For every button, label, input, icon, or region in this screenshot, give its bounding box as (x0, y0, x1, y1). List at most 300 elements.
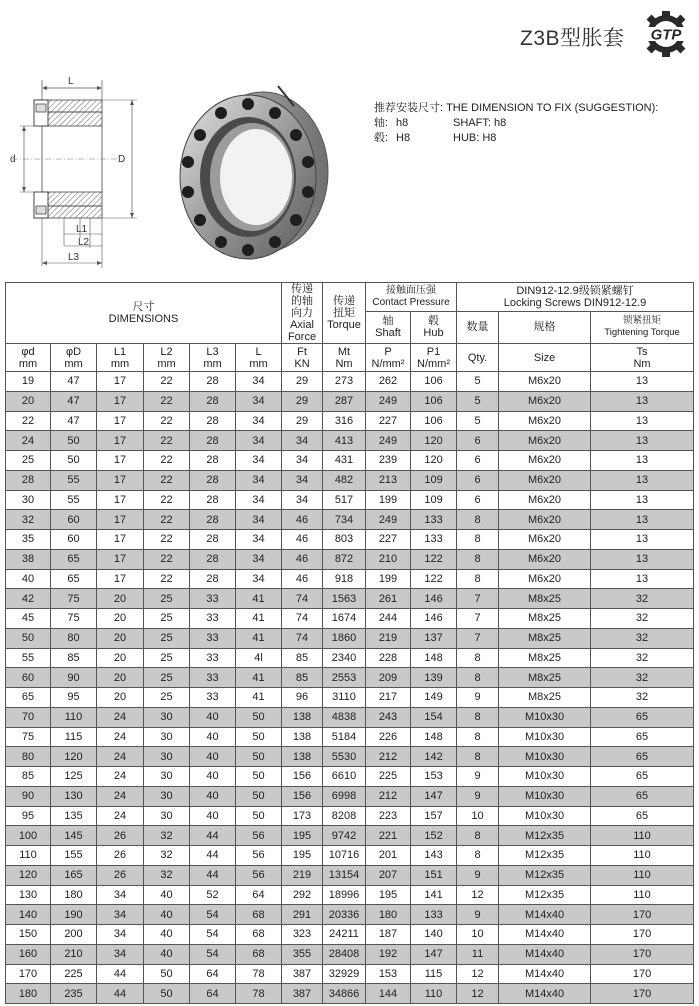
table-cell: 50 (236, 767, 282, 787)
table-cell: 28 (190, 569, 236, 589)
table-cell: 25 (144, 609, 190, 629)
table-cell: 22 (144, 391, 190, 411)
table-cell: 17 (97, 431, 144, 451)
table-cell: 52 (190, 885, 236, 905)
table-cell: 170 (591, 925, 694, 945)
table-cell: 413 (323, 431, 366, 451)
table-cell: 10716 (323, 846, 366, 866)
table-cell: 120 (6, 865, 51, 885)
table-cell: 13 (591, 510, 694, 530)
table-cell: M8x25 (499, 609, 591, 629)
table-cell: 210 (51, 944, 97, 964)
table-cell: 28 (190, 470, 236, 490)
table-cell: 137 (411, 628, 457, 648)
table-cell: 8 (457, 846, 499, 866)
table-cell: 24 (97, 707, 144, 727)
table-cell: 60 (6, 668, 51, 688)
table-cell: 8 (457, 707, 499, 727)
table-cell: M10x30 (499, 707, 591, 727)
table-cell: 138 (282, 707, 323, 727)
table-cell: 44 (190, 846, 236, 866)
table-cell: 34 (236, 431, 282, 451)
table-row (6, 984, 694, 1004)
table-cell: 8 (457, 549, 499, 569)
table-cell: M6x20 (499, 510, 591, 530)
table-cell: 13 (591, 490, 694, 510)
table-cell: 872 (323, 549, 366, 569)
table-cell: 32 (144, 865, 190, 885)
svg-text:L: L (68, 76, 74, 87)
table-cell: 46 (282, 569, 323, 589)
table-cell: 34 (236, 530, 282, 550)
table-cell: 5 (457, 372, 499, 392)
table-cell: 110 (591, 826, 694, 846)
table-cell: 32 (591, 668, 694, 688)
table-cell: 261 (366, 589, 411, 609)
table-cell: 46 (282, 549, 323, 569)
table-cell: 199 (366, 569, 411, 589)
table-cell: 219 (282, 865, 323, 885)
table-cell: 22 (144, 510, 190, 530)
hub-label-cn: 毂: (374, 132, 389, 144)
table-cell: 32 (6, 510, 51, 530)
table-cell: 34 (282, 451, 323, 471)
table-cell: 40 (6, 569, 51, 589)
table-cell: 133 (411, 905, 457, 925)
table-cell: 34 (236, 451, 282, 471)
table-cell: 13 (591, 549, 694, 569)
table-cell: 141 (411, 885, 457, 905)
table-cell: 195 (282, 826, 323, 846)
table-cell: 7 (457, 609, 499, 629)
table-row (6, 569, 694, 589)
table-cell: 9 (457, 786, 499, 806)
table-cell: 47 (51, 391, 97, 411)
table-cell: 110 (411, 984, 457, 1004)
svg-text:d: d (10, 154, 16, 165)
table-cell: 65 (591, 806, 694, 826)
table-cell: 217 (366, 688, 411, 708)
table-cell: 24 (97, 747, 144, 767)
table-cell: 115 (51, 727, 97, 747)
table-cell: 138 (282, 747, 323, 767)
table-cell: 160 (6, 944, 51, 964)
table-cell: 147 (411, 944, 457, 964)
table-cell: 12 (457, 984, 499, 1004)
table-cell: 201 (366, 846, 411, 866)
table-cell: 25 (144, 668, 190, 688)
table-cell: 152 (411, 826, 457, 846)
shaft-tolerance-en: SHAFT: h8 (453, 117, 507, 129)
table-cell: 146 (411, 589, 457, 609)
table-cell: 41 (236, 609, 282, 629)
header-hub: 毂 Hub (411, 311, 457, 343)
table-cell: 195 (366, 885, 411, 905)
table-cell: 170 (591, 984, 694, 1004)
table-cell: 34 (236, 490, 282, 510)
page-title: Z3B型胀套 (520, 27, 625, 50)
table-cell: 17 (97, 569, 144, 589)
table-cell: 20336 (323, 905, 366, 925)
table-cell: 133 (411, 530, 457, 550)
table-cell: 249 (366, 510, 411, 530)
table-cell: 170 (591, 905, 694, 925)
table-cell: 2553 (323, 668, 366, 688)
table-cell: 30 (144, 727, 190, 747)
table-cell: 9 (457, 905, 499, 925)
table-cell: 147 (411, 786, 457, 806)
table-cell: M14x40 (499, 905, 591, 925)
table-row (6, 747, 694, 767)
table-cell: 85 (6, 767, 51, 787)
table-cell: 17 (97, 510, 144, 530)
table-cell: 106 (411, 391, 457, 411)
table-cell: 387 (282, 984, 323, 1004)
table-cell: 4838 (323, 707, 366, 727)
table-cell: 199 (366, 490, 411, 510)
table-cell: 65 (591, 786, 694, 806)
table-cell: 65 (591, 767, 694, 787)
header-tightening-torque: 锁紧扭矩 Tightening Torque (591, 311, 694, 343)
table-cell: 29 (282, 372, 323, 392)
table-cell: 287 (323, 391, 366, 411)
table-cell: 110 (6, 846, 51, 866)
table-cell: 50 (236, 727, 282, 747)
header-torque: 传递扭矩 Torque (323, 283, 366, 344)
table-row (6, 786, 694, 806)
table-cell: 28 (6, 470, 51, 490)
table-cell: 7 (457, 589, 499, 609)
table-cell: M6x20 (499, 490, 591, 510)
table-cell: 60 (51, 530, 97, 550)
table-cell: 28 (190, 411, 236, 431)
table-cell: 3110 (323, 688, 366, 708)
table-cell: 32 (591, 589, 694, 609)
table-cell: 34 (282, 490, 323, 510)
suggestion-label-cn: 推荐安装尺寸: (374, 102, 444, 114)
table-cell: 355 (282, 944, 323, 964)
table-cell: 212 (366, 747, 411, 767)
table-cell: 8 (457, 826, 499, 846)
table-cell: 227 (366, 411, 411, 431)
table-cell: 13 (591, 391, 694, 411)
table-cell: 6610 (323, 767, 366, 787)
table-cell: 125 (51, 767, 97, 787)
table-cell: 20 (97, 648, 144, 668)
table-cell: 50 (51, 451, 97, 471)
table-cell: 50 (144, 984, 190, 1004)
table-cell: M10x30 (499, 727, 591, 747)
table-cell: 156 (282, 786, 323, 806)
table-cell: 22 (6, 411, 51, 431)
table-cell: 13 (591, 451, 694, 471)
shaft-label-cn: 轴: (374, 117, 389, 129)
table-cell: 30 (144, 767, 190, 787)
table-cell: 46 (282, 530, 323, 550)
table-cell: 165 (51, 865, 97, 885)
table-cell: 26 (97, 826, 144, 846)
table-cell: 25 (6, 451, 51, 471)
table-cell: M6x20 (499, 451, 591, 471)
table-row (6, 530, 694, 550)
table-cell: 249 (366, 431, 411, 451)
table-cell: 292 (282, 885, 323, 905)
table-cell: 151 (411, 865, 457, 885)
table-cell: M10x30 (499, 806, 591, 826)
product-photo (168, 80, 338, 270)
table-cell: 50 (6, 628, 51, 648)
table-cell: 221 (366, 826, 411, 846)
table-cell: 140 (6, 905, 51, 925)
table-cell: 1563 (323, 589, 366, 609)
table-cell: 135 (51, 806, 97, 826)
table-cell: 207 (366, 865, 411, 885)
table-cell: 55 (51, 490, 97, 510)
table-cell: 34 (97, 944, 144, 964)
table-cell: 34 (236, 391, 282, 411)
table-row (6, 767, 694, 787)
table-cell: 17 (97, 470, 144, 490)
table-cell: 8 (457, 747, 499, 767)
table-cell: M6x20 (499, 391, 591, 411)
table-row (6, 707, 694, 727)
table-row (6, 944, 694, 964)
table-cell: 47 (51, 411, 97, 431)
table-row (6, 431, 694, 451)
table-cell: 156 (282, 767, 323, 787)
table-cell: 149 (411, 688, 457, 708)
table-cell: 243 (366, 707, 411, 727)
table-cell: 10 (457, 925, 499, 945)
table-cell: 80 (51, 628, 97, 648)
table-cell: 65 (591, 747, 694, 767)
table-row (6, 865, 694, 885)
table-cell: 60 (51, 510, 97, 530)
table-cell: 22 (144, 549, 190, 569)
table-cell: 148 (411, 648, 457, 668)
table-cell: 74 (282, 609, 323, 629)
table-cell: 32 (591, 648, 694, 668)
table-cell: 24211 (323, 925, 366, 945)
table-row (6, 688, 694, 708)
table-cell: 32 (591, 688, 694, 708)
table-cell: 30 (144, 707, 190, 727)
table-cell: 173 (282, 806, 323, 826)
table-row (6, 510, 694, 530)
table-cell: 50 (144, 964, 190, 984)
table-cell: 28 (190, 510, 236, 530)
table-cell: 64 (190, 984, 236, 1004)
table-cell: 41 (236, 589, 282, 609)
table-cell: 95 (51, 688, 97, 708)
table-cell: 45 (6, 609, 51, 629)
table-cell: 44 (190, 865, 236, 885)
table-cell: 8 (457, 510, 499, 530)
table-row (6, 628, 694, 648)
table-cell: 106 (411, 411, 457, 431)
table-cell: 153 (411, 767, 457, 787)
table-cell: 28 (190, 431, 236, 451)
table-cell: M10x30 (499, 747, 591, 767)
table-cell: 65 (51, 569, 97, 589)
table-cell: 431 (323, 451, 366, 471)
table-cell: 100 (6, 826, 51, 846)
table-cell: 24 (97, 727, 144, 747)
table-row (6, 964, 694, 984)
table-cell: 133 (411, 510, 457, 530)
table-cell: 225 (366, 767, 411, 787)
table-row (6, 372, 694, 392)
table-cell: 138 (282, 727, 323, 747)
table-row (6, 885, 694, 905)
table-cell: 25 (144, 589, 190, 609)
table-cell: 44 (190, 826, 236, 846)
table-cell: 34866 (323, 984, 366, 1004)
table-cell: 180 (51, 885, 97, 905)
table-cell: 30 (6, 490, 51, 510)
table-cell: 239 (366, 451, 411, 471)
logo-text: GTP (650, 26, 682, 44)
table-cell: 734 (323, 510, 366, 530)
table-cell: 29 (282, 391, 323, 411)
table-cell: 24 (97, 767, 144, 787)
table-cell: 5184 (323, 727, 366, 747)
table-cell: 130 (51, 786, 97, 806)
table-cell: 33 (190, 688, 236, 708)
table-cell: 20 (97, 668, 144, 688)
table-cell: 44 (97, 984, 144, 1004)
table-cell: 6 (457, 470, 499, 490)
table-cell: 65 (6, 688, 51, 708)
table-cell: 30 (144, 747, 190, 767)
table-row (6, 648, 694, 668)
table-cell: 34 (282, 470, 323, 490)
table-cell: 228 (366, 648, 411, 668)
table-cell: 13154 (323, 865, 366, 885)
table-cell: 90 (6, 786, 51, 806)
table-cell: M8x25 (499, 628, 591, 648)
table-cell: M10x30 (499, 786, 591, 806)
table-cell: 2340 (323, 648, 366, 668)
header-contact-pressure: 接触面压强 Contact Pressure (366, 283, 457, 312)
table-cell: 55 (51, 470, 97, 490)
table-cell: 17 (97, 530, 144, 550)
table-cell: M8x25 (499, 688, 591, 708)
table-cell: 41 (236, 628, 282, 648)
table-cell: 28 (190, 372, 236, 392)
table-cell: 33 (190, 648, 236, 668)
table-cell: 34 (236, 372, 282, 392)
table-cell: 10 (457, 806, 499, 826)
table-cell: 249 (366, 391, 411, 411)
table-cell: 1674 (323, 609, 366, 629)
table-cell: 54 (190, 925, 236, 945)
table-cell: 74 (282, 589, 323, 609)
table-cell: 115 (411, 964, 457, 984)
table-cell: 25 (144, 628, 190, 648)
table-cell: 200 (51, 925, 97, 945)
table-cell: 26 (97, 846, 144, 866)
table-cell: 65 (51, 549, 97, 569)
table-cell: M12x35 (499, 846, 591, 866)
table-cell: 50 (51, 431, 97, 451)
table-cell: 80 (6, 747, 51, 767)
table-cell: 11 (457, 944, 499, 964)
header-dimensions: 尺寸 DIMENSIONS (6, 283, 282, 344)
table-row (6, 490, 694, 510)
table-cell: 28 (190, 451, 236, 471)
table-cell: 5530 (323, 747, 366, 767)
table-cell: 41 (236, 688, 282, 708)
table-cell: 5 (457, 391, 499, 411)
table-cell: 8208 (323, 806, 366, 826)
table-cell: 17 (97, 490, 144, 510)
table-cell: 32 (144, 846, 190, 866)
table-cell: M6x20 (499, 549, 591, 569)
table-cell: 40 (190, 727, 236, 747)
table-cell: 8 (457, 530, 499, 550)
table-cell: 154 (411, 707, 457, 727)
table-row (6, 826, 694, 846)
table-cell: 74 (282, 628, 323, 648)
table-cell: 4l (236, 648, 282, 668)
table-row (6, 668, 694, 688)
table-cell: 28 (190, 490, 236, 510)
table-cell: 22 (144, 451, 190, 471)
table-cell: 142 (411, 747, 457, 767)
table-cell: M6x20 (499, 470, 591, 490)
table-cell: 8 (457, 648, 499, 668)
hub-tolerance: H8 (396, 132, 411, 144)
table-cell: 209 (366, 668, 411, 688)
units-row: φd mm φD mm L1 mm L2 mm L3 mm L mm Ft KN Mt Nm P N/mm² P1 N/mm² Qty. Size Ts Nm (6, 344, 694, 372)
table-cell: 65 (591, 707, 694, 727)
table-cell: 30 (144, 806, 190, 826)
table-cell: 28408 (323, 944, 366, 964)
table-cell: 32 (591, 609, 694, 629)
table-cell: 9 (457, 865, 499, 885)
table-cell: 13 (591, 431, 694, 451)
table-cell: M14x40 (499, 925, 591, 945)
table-cell: 90 (51, 668, 97, 688)
table-cell: 180 (366, 905, 411, 925)
svg-text:L2: L2 (78, 237, 90, 248)
header-locking-screws: DIN912-12.9级锁紧螺钉 Locking Screws DIN912-12.9 (457, 283, 694, 312)
table-cell: M14x40 (499, 984, 591, 1004)
table-cell: 34 (236, 470, 282, 490)
table-cell: 19 (6, 372, 51, 392)
table-cell: 170 (591, 944, 694, 964)
table-cell: 25 (144, 648, 190, 668)
table-cell: 29 (282, 411, 323, 431)
table-cell: 78 (236, 984, 282, 1004)
table-cell: 22 (144, 372, 190, 392)
table-cell: 273 (323, 372, 366, 392)
table-row (6, 391, 694, 411)
table-cell: 56 (236, 826, 282, 846)
table-cell: 192 (366, 944, 411, 964)
table-cell: 85 (282, 648, 323, 668)
table-cell: 75 (6, 727, 51, 747)
table-cell: 244 (366, 609, 411, 629)
table-cell: 12 (457, 885, 499, 905)
table-cell: 106 (411, 372, 457, 392)
suggestion-label-en: THE DIMENSION TO FIX (SUGGESTION): (446, 102, 659, 114)
table-cell: 155 (51, 846, 97, 866)
table-cell: 34 (97, 885, 144, 905)
table-cell: 120 (51, 747, 97, 767)
table-cell: 32929 (323, 964, 366, 984)
